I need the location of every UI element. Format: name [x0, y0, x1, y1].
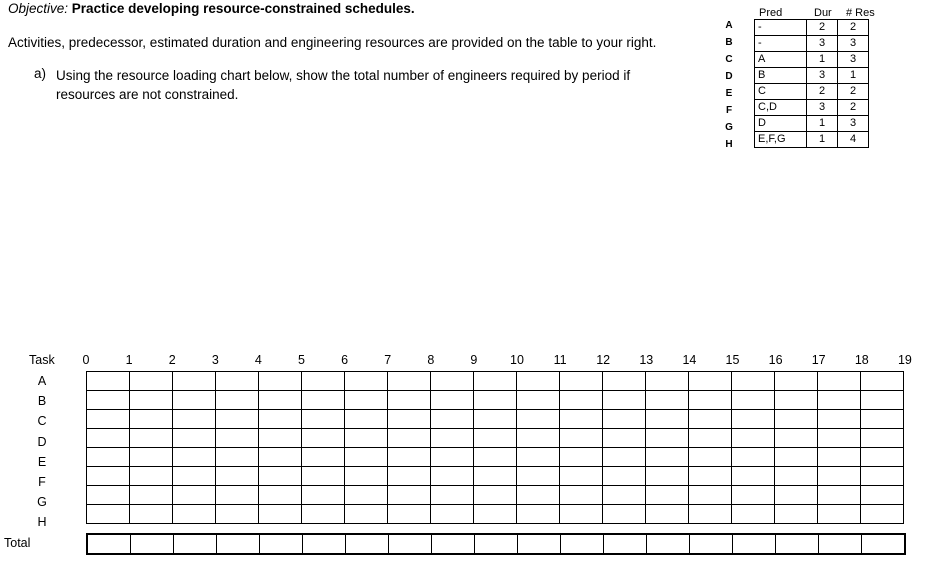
pred-header: Pred	[759, 7, 783, 19]
grid-cell[interactable]	[732, 429, 775, 448]
grid-cell[interactable]	[302, 429, 345, 448]
total-cell[interactable]	[174, 534, 217, 554]
task-label: G	[37, 495, 47, 510]
grid-cell[interactable]	[130, 486, 173, 505]
total-cell[interactable]	[733, 534, 776, 554]
grid-cell[interactable]	[302, 372, 345, 391]
grid-cell[interactable]	[474, 372, 517, 391]
total-row	[86, 533, 906, 555]
grid-cell[interactable]	[345, 429, 388, 448]
intro-text: Activities, predecessor, estimated duration and engineering resources are provided on the table to your right.	[8, 35, 657, 50]
total-cell[interactable]	[217, 534, 260, 554]
period-label: 9	[470, 353, 478, 367]
activity-row	[755, 20, 869, 36]
total-cell[interactable]	[87, 534, 131, 554]
task-label: D	[37, 434, 47, 449]
grid-cell[interactable]	[646, 410, 689, 429]
grid-cell[interactable]	[689, 410, 732, 429]
total-cell[interactable]	[819, 534, 862, 554]
grid-cell[interactable]	[345, 467, 388, 486]
grid-cell[interactable]	[87, 410, 130, 429]
total-cell[interactable]	[690, 534, 733, 554]
task-label: C	[37, 414, 47, 429]
period-label: 17	[811, 353, 826, 367]
grid-cell[interactable]	[603, 391, 646, 410]
grid-cell[interactable]	[646, 505, 689, 524]
activity-pred-cell: E,F,G	[755, 132, 807, 148]
grid-cell[interactable]	[732, 410, 775, 429]
activity-res-cell: 2	[838, 84, 869, 100]
activity-pred-cell: C,D	[755, 100, 807, 116]
grid-cell[interactable]	[216, 486, 259, 505]
grid-cell[interactable]	[130, 372, 173, 391]
grid-cell[interactable]	[818, 372, 861, 391]
total-cell[interactable]	[346, 534, 389, 554]
total-cell[interactable]	[862, 534, 906, 554]
period-label: 6	[341, 353, 349, 367]
activity-label: C	[725, 54, 733, 65]
grid-cell[interactable]	[517, 505, 560, 524]
grid-cell[interactable]	[87, 429, 130, 448]
grid-cell[interactable]	[259, 467, 302, 486]
activity-label: D	[725, 71, 733, 82]
grid-cell[interactable]	[474, 467, 517, 486]
grid-cell[interactable]	[130, 410, 173, 429]
grid-cell[interactable]	[603, 448, 646, 467]
grid-cell[interactable]	[259, 448, 302, 467]
activity-label: A	[725, 20, 733, 31]
activity-dur-cell: 1	[807, 132, 838, 148]
grid-cell[interactable]	[345, 486, 388, 505]
grid-cell[interactable]	[861, 429, 904, 448]
grid-cell[interactable]	[216, 467, 259, 486]
activity-label: E	[725, 88, 733, 99]
grid-cell[interactable]	[689, 391, 732, 410]
activity-res-cell: 2	[838, 20, 869, 36]
grid-cell[interactable]	[732, 467, 775, 486]
grid-cell[interactable]	[431, 505, 474, 524]
total-cell[interactable]	[389, 534, 432, 554]
grid-cell[interactable]	[431, 448, 474, 467]
grid-cell[interactable]	[646, 429, 689, 448]
grid-cell[interactable]	[87, 486, 130, 505]
grid-cell[interactable]	[560, 429, 603, 448]
grid-cell[interactable]	[388, 467, 431, 486]
period-label: 16	[768, 353, 783, 367]
grid-cell[interactable]	[560, 505, 603, 524]
grid-cell[interactable]	[431, 391, 474, 410]
activity-pred-cell: C	[755, 84, 807, 100]
period-label: 1	[125, 353, 133, 367]
task-row	[87, 448, 904, 467]
grid-cell[interactable]	[87, 448, 130, 467]
grid-cell[interactable]	[603, 486, 646, 505]
grid-cell[interactable]	[646, 448, 689, 467]
grid-cell[interactable]	[388, 391, 431, 410]
grid-cell[interactable]	[345, 410, 388, 429]
activity-label: F	[725, 105, 733, 116]
period-label: 5	[298, 353, 305, 367]
grid-cell[interactable]	[302, 486, 345, 505]
period-label: 19	[897, 353, 912, 367]
total-cell[interactable]	[432, 534, 475, 554]
dur-header: Dur	[814, 7, 832, 19]
grid-cell[interactable]	[603, 372, 646, 391]
grid-cell[interactable]	[560, 391, 603, 410]
period-label: 13	[639, 353, 654, 367]
grid-cell[interactable]	[560, 486, 603, 505]
grid-cell[interactable]	[216, 391, 259, 410]
grid-cell[interactable]	[345, 372, 388, 391]
grid-cell[interactable]	[431, 372, 474, 391]
activity-row	[755, 132, 869, 148]
period-label: 2	[168, 353, 176, 367]
grid-cell[interactable]	[388, 486, 431, 505]
task-row	[87, 505, 904, 524]
grid-cell[interactable]	[474, 410, 517, 429]
grid-cell[interactable]	[474, 448, 517, 467]
task-row	[87, 429, 904, 448]
grid-cell[interactable]	[775, 410, 818, 429]
grid-cell[interactable]	[603, 429, 646, 448]
grid-cell[interactable]	[345, 505, 388, 524]
grid-cell[interactable]	[474, 391, 517, 410]
period-label: 8	[427, 353, 435, 367]
grid-cell[interactable]	[775, 391, 818, 410]
grid-cell[interactable]	[517, 391, 560, 410]
loading-grid	[86, 371, 904, 524]
grid-cell[interactable]	[302, 505, 345, 524]
grid-cell[interactable]	[775, 467, 818, 486]
activity-label: H	[725, 139, 733, 150]
total-cell[interactable]	[475, 534, 518, 554]
grid-cell[interactable]	[861, 486, 904, 505]
grid-cell[interactable]	[861, 372, 904, 391]
activity-dur-cell: 3	[807, 68, 838, 84]
grid-cell[interactable]	[87, 467, 130, 486]
activity-label: B	[725, 37, 733, 48]
grid-cell[interactable]	[173, 505, 216, 524]
grid-cell[interactable]	[388, 429, 431, 448]
total-cell[interactable]	[131, 534, 174, 554]
activity-res-cell: 4	[838, 132, 869, 148]
activity-row	[755, 84, 869, 100]
grid-cell[interactable]	[173, 448, 216, 467]
grid-cell[interactable]	[775, 372, 818, 391]
activity-res-cell: 3	[838, 36, 869, 52]
grid-cell[interactable]	[259, 410, 302, 429]
grid-cell[interactable]	[216, 372, 259, 391]
total-cell[interactable]	[561, 534, 604, 554]
grid-cell[interactable]	[732, 505, 775, 524]
grid-cell[interactable]	[173, 410, 216, 429]
total-label: Total	[4, 536, 31, 550]
period-label: 18	[854, 353, 869, 367]
grid-cell[interactable]	[775, 486, 818, 505]
activity-grid	[754, 19, 869, 148]
period-label: 15	[725, 353, 740, 367]
period-label: 10	[510, 353, 524, 367]
grid-cell[interactable]	[216, 505, 259, 524]
task-row	[87, 410, 904, 429]
period-label: 7	[384, 353, 392, 367]
grid-cell[interactable]	[603, 410, 646, 429]
task-header: Task	[29, 353, 55, 367]
grid-cell[interactable]	[560, 448, 603, 467]
activity-row	[755, 68, 869, 84]
activity-dur-cell: 1	[807, 116, 838, 132]
grid-cell[interactable]	[474, 505, 517, 524]
grid-cell[interactable]	[517, 486, 560, 505]
grid-cell[interactable]	[431, 429, 474, 448]
grid-cell[interactable]	[732, 391, 775, 410]
total-cell[interactable]	[604, 534, 647, 554]
grid-cell[interactable]	[173, 429, 216, 448]
grid-cell[interactable]	[517, 429, 560, 448]
grid-cell[interactable]	[216, 410, 259, 429]
grid-cell[interactable]	[818, 391, 861, 410]
grid-cell[interactable]	[689, 448, 732, 467]
grid-cell[interactable]	[388, 448, 431, 467]
grid-cell[interactable]	[603, 505, 646, 524]
grid-cell[interactable]	[474, 429, 517, 448]
grid-cell[interactable]	[130, 467, 173, 486]
grid-cell[interactable]	[818, 505, 861, 524]
grid-cell[interactable]	[517, 372, 560, 391]
activity-dur-cell: 2	[807, 84, 838, 100]
grid-cell[interactable]	[775, 448, 818, 467]
grid-cell[interactable]	[517, 410, 560, 429]
activity-row	[755, 36, 869, 52]
grid-cell[interactable]	[646, 467, 689, 486]
period-label: 12	[596, 353, 611, 367]
task-label: H	[37, 515, 47, 530]
task-row	[87, 372, 904, 391]
activity-res-cell: 1	[838, 68, 869, 84]
activity-pred-cell: B	[755, 68, 807, 84]
grid-cell[interactable]	[732, 448, 775, 467]
grid-cell[interactable]	[302, 448, 345, 467]
period-label: 3	[211, 353, 219, 367]
activity-pred-cell: A	[755, 52, 807, 68]
total-cell[interactable]	[260, 534, 303, 554]
total-row-cells	[87, 534, 905, 554]
grid-cell[interactable]	[560, 410, 603, 429]
grid-cell[interactable]	[818, 448, 861, 467]
activity-row	[755, 100, 869, 116]
grid-cell[interactable]	[517, 448, 560, 467]
total-cell[interactable]	[776, 534, 819, 554]
grid-cell[interactable]	[732, 372, 775, 391]
activity-res-cell: 2	[838, 100, 869, 116]
activity-pred-cell: D	[755, 116, 807, 132]
grid-cell[interactable]	[130, 391, 173, 410]
grid-cell[interactable]	[87, 505, 130, 524]
activity-dur-cell: 3	[807, 36, 838, 52]
grid-cell[interactable]	[646, 486, 689, 505]
task-row	[87, 486, 904, 505]
grid-cell[interactable]	[818, 486, 861, 505]
grid-cell[interactable]	[431, 486, 474, 505]
res-header: # Res	[846, 7, 875, 19]
grid-cell[interactable]	[646, 391, 689, 410]
objective-label: Objective:	[8, 1, 69, 16]
grid-cell[interactable]	[818, 467, 861, 486]
activity-row	[755, 116, 869, 132]
period-label: 11	[553, 353, 567, 367]
grid-cell[interactable]	[388, 505, 431, 524]
total-cell[interactable]	[647, 534, 690, 554]
grid-cell[interactable]	[818, 429, 861, 448]
grid-cell[interactable]	[302, 467, 345, 486]
task-label: F	[38, 475, 46, 489]
period-label: 14	[682, 353, 697, 367]
grid-cell[interactable]	[87, 372, 130, 391]
grid-cell[interactable]	[689, 467, 732, 486]
grid-cell[interactable]	[646, 372, 689, 391]
grid-cell[interactable]	[173, 391, 216, 410]
period-label: 0	[82, 353, 90, 367]
grid-cell[interactable]	[130, 505, 173, 524]
grid-cell[interactable]	[861, 467, 904, 486]
grid-cell[interactable]	[130, 429, 173, 448]
activity-res-cell: 3	[838, 116, 869, 132]
grid-cell[interactable]	[517, 467, 560, 486]
grid-cell[interactable]	[345, 448, 388, 467]
grid-cell[interactable]	[130, 448, 173, 467]
activity-pred-cell: -	[755, 20, 807, 36]
grid-cell[interactable]	[560, 372, 603, 391]
question-text: Using the resource loading chart below, show the total number of engineers required by period if resources are not constrained.	[56, 68, 631, 102]
grid-cell[interactable]	[732, 486, 775, 505]
grid-cell[interactable]	[861, 448, 904, 467]
grid-cell[interactable]	[775, 429, 818, 448]
grid-cell[interactable]	[603, 467, 646, 486]
question-letter: a)	[34, 66, 47, 81]
grid-cell[interactable]	[259, 391, 302, 410]
task-row	[87, 391, 904, 410]
grid-cell[interactable]	[302, 410, 345, 429]
grid-cell[interactable]	[259, 505, 302, 524]
grid-cell[interactable]	[388, 410, 431, 429]
activity-row	[755, 52, 869, 68]
grid-cell[interactable]	[216, 448, 259, 467]
activity-dur-cell: 2	[807, 20, 838, 36]
grid-cell[interactable]	[173, 467, 216, 486]
grid-cell[interactable]	[216, 429, 259, 448]
grid-cell[interactable]	[431, 410, 474, 429]
grid-cell[interactable]	[775, 505, 818, 524]
task-label: E	[37, 454, 47, 469]
task-row	[87, 467, 904, 486]
grid-cell[interactable]	[173, 486, 216, 505]
activity-dur-cell: 1	[807, 52, 838, 68]
period-label: 4	[254, 353, 262, 367]
grid-cell[interactable]	[388, 372, 431, 391]
grid-cell[interactable]	[689, 429, 732, 448]
grid-cell[interactable]	[560, 467, 603, 486]
grid-cell[interactable]	[689, 486, 732, 505]
objective	[8, 1, 415, 16]
grid-cell[interactable]	[474, 486, 517, 505]
activity-res-cell: 3	[838, 52, 869, 68]
grid-cell[interactable]	[173, 372, 216, 391]
grid-cell[interactable]	[818, 410, 861, 429]
total-cell[interactable]	[518, 534, 561, 554]
grid-cell[interactable]	[302, 391, 345, 410]
grid-cell[interactable]	[861, 505, 904, 524]
grid-cell[interactable]	[689, 505, 732, 524]
grid-cell[interactable]	[861, 391, 904, 410]
task-label: A	[37, 374, 47, 388]
grid-cell[interactable]	[689, 372, 732, 391]
activity-pred-cell: -	[755, 36, 807, 52]
grid-cell[interactable]	[345, 391, 388, 410]
activity-label: G	[725, 122, 733, 133]
grid-cell[interactable]	[259, 486, 302, 505]
total-cell[interactable]	[303, 534, 346, 554]
grid-cell[interactable]	[861, 410, 904, 429]
grid-cell[interactable]	[431, 467, 474, 486]
activity-dur-cell: 3	[807, 100, 838, 116]
grid-cell[interactable]	[259, 372, 302, 391]
grid-cell[interactable]	[87, 391, 130, 410]
grid-cell[interactable]	[259, 429, 302, 448]
objective-text: Practice developing resource-constrained schedules.	[71, 1, 415, 16]
task-label: B	[37, 394, 47, 409]
